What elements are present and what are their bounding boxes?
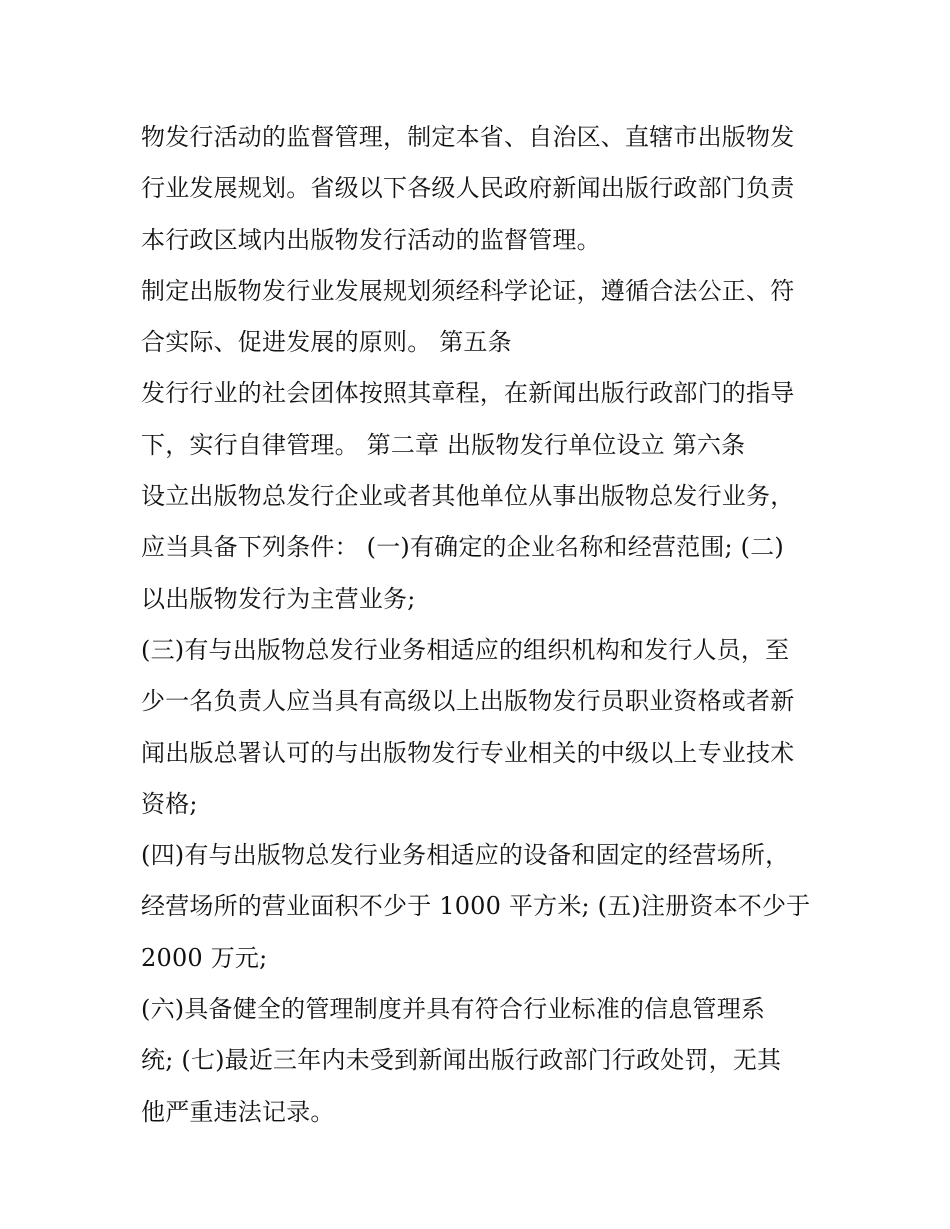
- text-line: 资格;: [141, 789, 198, 818]
- text-line: 统; (七)最近三年内未受到新闻出版行政部门行政处罚，无其: [141, 1046, 782, 1075]
- text-line: (六)具备健全的管理制度并具有符合行业标准的信息管理系: [141, 995, 766, 1024]
- text-line: 制定出版物发行业发展规划须经科学论证，遵循合法公正、符: [141, 276, 795, 305]
- text-line: 本行政区域内出版物发行活动的监督管理。: [141, 225, 601, 254]
- text-line: 物发行活动的监督管理，制定本省、自治区、直辖市出版物发: [141, 123, 795, 151]
- text-line: 应当具备下列条件： (一)有确定的企业名称和经营范围; (二): [141, 533, 784, 562]
- text-line: 以出版物发行为主营业务;: [141, 584, 416, 613]
- document-body: [141, 112, 841, 1138]
- text-line: (四)有与出版物总发行业务相适应的设备和固定的经营场所，: [141, 841, 790, 870]
- text-line: 2000 万元;: [141, 943, 268, 972]
- text-line: 行业发展规划。省级以下各级人民政府新闻出版行政部门负责: [141, 174, 795, 203]
- text-line: 他严重违法记录。: [141, 1097, 335, 1126]
- text-line: 经营场所的营业面积不少于 1000 平方米; (五)注册资本不少于: [141, 892, 811, 921]
- text-line: 发行行业的社会团体按照其章程，在新闻出版行政部门的指导: [141, 379, 795, 408]
- text-line: 设立出版物总发行企业或者其他单位从事出版物总发行业务，: [141, 482, 795, 511]
- text-line: 闻出版总署认可的与出版物发行专业相关的中级以上专业技术: [141, 738, 795, 767]
- text-line: 合实际、促进发展的原则。 第五条: [141, 328, 512, 357]
- text-line: 下，实行自律管理。 第二章 出版物发行单位设立 第六条: [141, 430, 746, 459]
- text-line: 少一名负责人应当具有高级以上出版物发行员职业资格或者新: [141, 687, 795, 716]
- text-line: (三)有与出版物总发行业务相适应的组织机构和发行人员，至: [141, 635, 790, 664]
